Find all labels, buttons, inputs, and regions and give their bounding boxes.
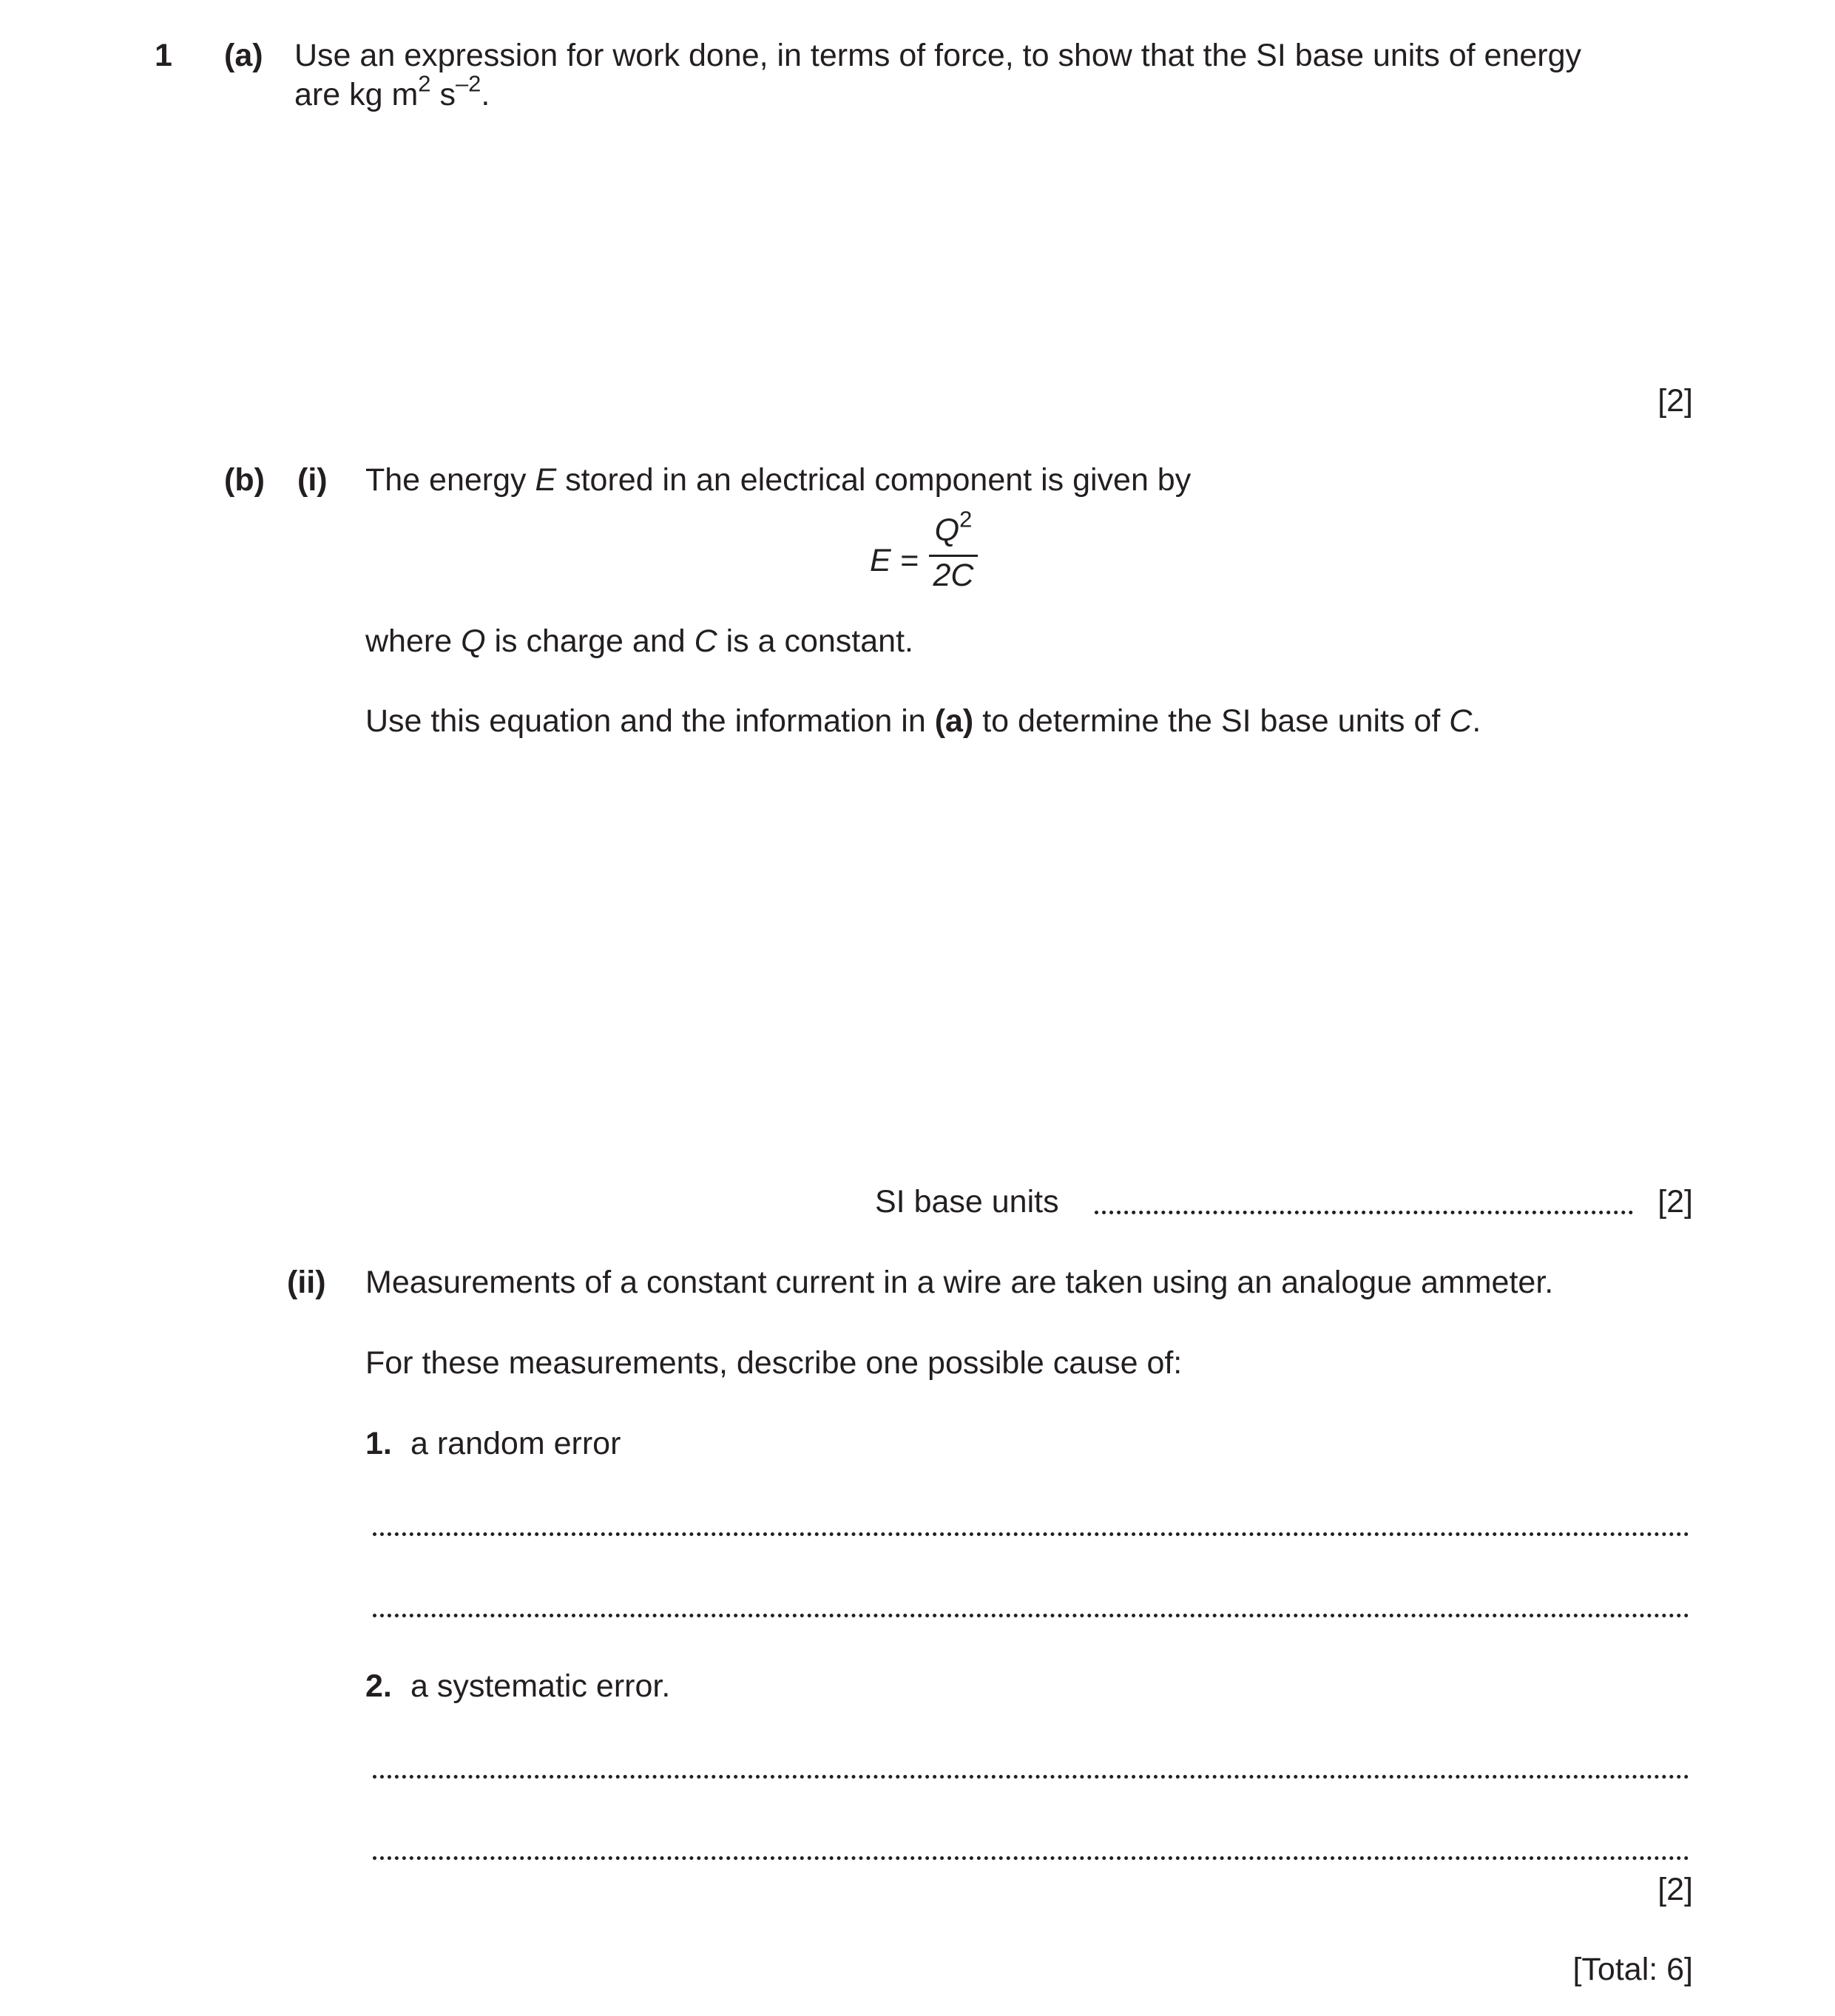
where-prefix: where (365, 623, 462, 659)
where-mid: is charge and (485, 623, 695, 659)
item-1-answer-line-1[interactable] (373, 1532, 1689, 1536)
part-b-ii-label: (ii) (287, 1265, 326, 1300)
part-a-marks: [2] (1657, 383, 1693, 419)
si-base-units-label: SI base units (875, 1184, 1059, 1220)
item-1-answer-line-2[interactable] (373, 1614, 1689, 1617)
part-a-units-s: s (430, 77, 456, 112)
charge-variable: Q (461, 623, 486, 659)
instruction-prefix: Use this equation and the information in (365, 703, 935, 739)
part-b-i-intro-prefix: The energy (365, 462, 535, 498)
energy-variable: E (535, 462, 557, 498)
equation-numerator (929, 506, 978, 550)
part-a-exp-s: –2 (455, 70, 481, 97)
equation-fraction (929, 506, 978, 595)
part-b-ii-marks: [2] (1657, 1872, 1693, 1907)
item-2-answer-line-2[interactable] (373, 1856, 1689, 1860)
part-a-text-line1: Use an expression for work done, in terms of force, to show that the SI base units of energy (294, 38, 1582, 73)
part-b-label: (b) (224, 462, 265, 498)
part-b-i-intro-suffix: stored in an electrical component is given by (556, 462, 1192, 498)
item-2-text: a systematic error. (410, 1668, 671, 1704)
constant-variable: C (694, 623, 717, 659)
part-b-i-label: (i) (297, 462, 328, 498)
part-a-label: (a) (224, 38, 263, 73)
part-b-ii-text2: For these measurements, describe one possible cause of: (365, 1345, 1183, 1381)
equation-denominator: 2C (933, 557, 974, 593)
part-a-text-line2 (294, 70, 490, 115)
where-suffix: is a constant. (717, 623, 913, 659)
part-b-ii-text1: Measurements of a constant current in a wire are taken using an analogue ammeter. (365, 1265, 1554, 1300)
part-a-units-prefix: are kg m (294, 77, 419, 112)
part-b-i-instruction (365, 703, 1481, 741)
part-b-i-marks: [2] (1657, 1184, 1693, 1220)
item-1-text: a random error (410, 1426, 621, 1461)
item-2-answer-line-1[interactable] (373, 1775, 1689, 1779)
part-a-period: . (481, 77, 490, 112)
item-2-number: 2. (365, 1668, 392, 1704)
si-base-units-answer-line[interactable] (1095, 1211, 1633, 1214)
part-b-i-intro (365, 461, 1191, 500)
instruction-mid: to determine the SI base units of (973, 703, 1450, 739)
total-marks: [Total: 6] (1572, 1952, 1693, 1987)
equation-num-exp: 2 (959, 506, 973, 532)
instruction-var: C (1449, 703, 1473, 739)
part-b-i-where (365, 623, 913, 661)
equation-num-var: Q (934, 513, 960, 548)
question-number: 1 (155, 38, 172, 73)
equation-lhs: E = (870, 543, 919, 578)
part-a-exp-m: 2 (418, 70, 431, 97)
item-1-number: 1. (365, 1426, 392, 1461)
instruction-ref: (a) (934, 703, 974, 739)
instruction-end: . (1472, 703, 1481, 739)
